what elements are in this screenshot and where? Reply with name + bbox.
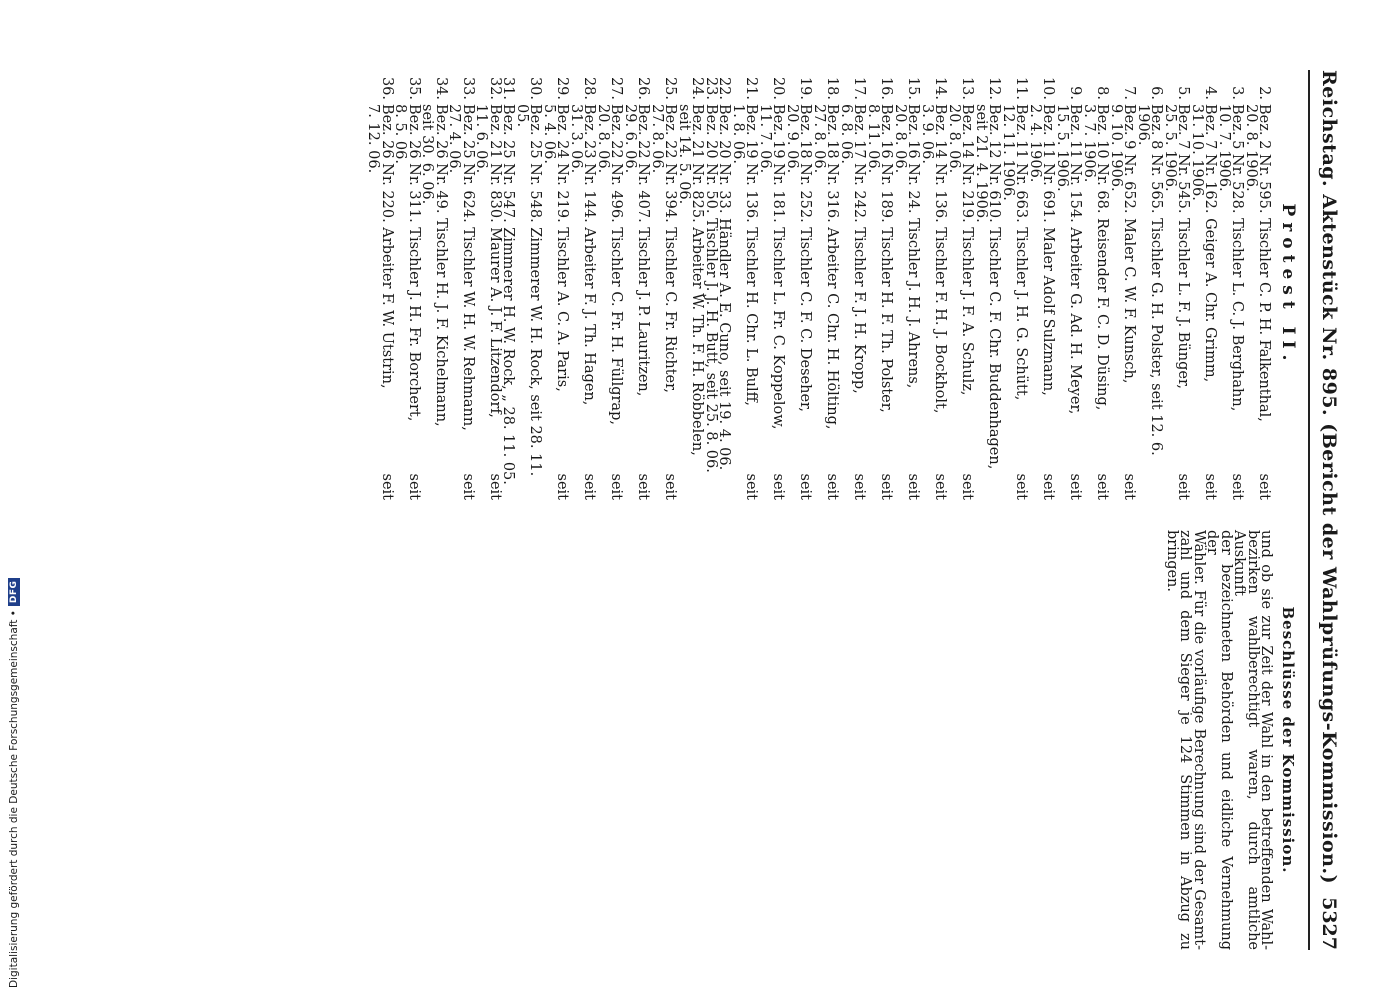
entry-text: Bez. 12 Nr. 610. Tischler C. F. Chr. Buddenhagen,	[986, 104, 1003, 470]
entry-tail: seit	[878, 473, 895, 500]
entry-text: Bez. 8 Nr. 565. Tischler G. H. Polster, seit 12. 6. 1906.	[1135, 104, 1165, 456]
entry-text: Bez. 11 Nr. 691. Maler Adolf Sulzmann,	[1040, 104, 1057, 396]
list-item	[785, 70, 812, 500]
entry-number: 6.	[1148, 86, 1165, 100]
list-item	[1217, 70, 1244, 500]
entry-body	[758, 104, 785, 500]
entry-body	[974, 104, 1001, 500]
entry-number: 24.	[689, 76, 706, 100]
entry-body	[420, 104, 447, 500]
entry-body	[366, 104, 393, 500]
entry-text: Bez. 25 Nr. 547. Zimmerer H. W. Rock, „ 28. 11. 05.	[500, 104, 517, 485]
entry-number: 15.	[905, 76, 922, 100]
entry-body	[839, 104, 866, 500]
entry-number: 27.	[608, 76, 625, 100]
entry-text: Bez. 11 Nr. 154. Arbeiter G. Ad. H. Meyer,	[1067, 104, 1084, 415]
entry-continuation: 27. 8. 06.	[811, 104, 827, 174]
list-item	[393, 70, 420, 500]
list-item	[515, 70, 542, 500]
entry-tail: seit	[1175, 473, 1192, 500]
entry-tail: seit	[1202, 473, 1219, 500]
entry-number: 5.	[1175, 86, 1192, 100]
entry-tail: seit	[635, 473, 652, 500]
entry-body	[515, 104, 542, 500]
list-item	[596, 70, 623, 500]
entry-number: 33.	[460, 76, 476, 100]
entry-text: Bez. 26 Nr. 220. Arbeiter F. W. Utstrin,	[379, 104, 395, 389]
entry-continuation: 31. 3. 06.	[568, 104, 584, 174]
list-item	[717, 70, 731, 500]
entry-body	[785, 104, 812, 500]
entry-text: Bez. 25 Nr. 624. Tischler W. H. W. Rehmann,	[460, 104, 476, 431]
entry-body	[677, 104, 704, 500]
entry-body	[866, 104, 893, 500]
entry-text: Bez. 22 Nr. 407. Tischler J. P. Lauritzen,	[635, 104, 652, 397]
entry-continuation: 2. 4. 1906.	[1027, 104, 1043, 183]
entry-continuation: 7. 12. 06.	[365, 104, 382, 174]
entry-number: 23.	[703, 76, 719, 100]
entry-number: 19.	[797, 76, 814, 100]
entry-text: Bez. 17 Nr. 242. Tischler F. J. H. Kropp,	[851, 104, 868, 394]
list-item	[1001, 70, 1028, 500]
entry-text: Bez. 26 Nr. 49. Tischler H. J. F. Kichelmann,	[433, 104, 449, 427]
entry-text: Bez. 23 Nr. 144. Arbeiter F. J. Th. Hagen,	[581, 104, 598, 406]
entry-text: Bez. 25 Nr. 548. Zimmerer W. H. Rock, seit 28. 11. 05.	[514, 104, 544, 477]
entry-text: Bez. 22 Nr. 496. Tischler C. Fr. H. Füllgrap,	[608, 104, 625, 425]
entry-number: 29.	[554, 76, 571, 100]
entry-body	[542, 104, 569, 500]
entry-continuation: 31. 10. 1906.	[1189, 104, 1205, 201]
entry-body	[717, 104, 731, 500]
dfg-logo: DFG	[8, 578, 20, 607]
list-item	[947, 70, 974, 500]
entry-continuation: 11. 6. 06.	[473, 104, 490, 174]
list-item	[839, 70, 866, 500]
entry-body	[1136, 104, 1163, 500]
commission-heading: Beschlüsse der Kommission.	[1279, 606, 1297, 874]
entry-text: Bez. 5 Nr. 528. Tischler L. C. J. Berghahn,	[1229, 104, 1246, 412]
entry-tail: seit	[1013, 473, 1030, 500]
entry-continuation: 27. 4. 06.	[446, 104, 463, 174]
entry-number: 2.	[1256, 86, 1273, 100]
entry-tail: seit	[608, 473, 625, 500]
entry-list	[366, 70, 1271, 500]
credit-text: Digitalisierung gefördert durch die Deutsche Forschungsgemeinschaft •	[8, 610, 20, 988]
entry-text: Bez. 9 Nr. 652. Maler C. W. F. Kunsch,	[1121, 104, 1138, 384]
entry-continuation: 6. 8. 06.	[838, 104, 854, 164]
entry-tail: seit	[1067, 473, 1084, 500]
entry-number: 22.	[716, 76, 733, 100]
entry-tail: seit	[959, 473, 976, 500]
entry-number: 13.	[959, 76, 976, 100]
entry-text: Bez. 21 Nr. 825. Arbeiter W. Th. F. H. Röbbelen,	[689, 104, 706, 456]
paragraph-line: der bezeichneten Behörden und eidliche Vernehmung der	[1204, 530, 1234, 950]
entry-body	[1028, 104, 1055, 500]
entry-tail: seit	[460, 473, 476, 500]
list-item	[1028, 70, 1055, 500]
entry-tail: seit	[1229, 473, 1246, 500]
entry-text: Bez. 10 Nr. 68. Reisender F. C. D. Düsing,	[1094, 104, 1111, 411]
list-item	[542, 70, 569, 500]
entry-number: 35.	[406, 76, 422, 100]
entry-body	[1217, 104, 1244, 500]
list-item	[1082, 70, 1109, 500]
entry-continuation: 20. 8. 06.	[946, 104, 962, 174]
entry-tail: seit	[1121, 473, 1138, 500]
entry-text: Bez. 16 Nr. 24. Tischler J. H. J. Ahrens,	[905, 104, 922, 389]
paragraph-line: und ob sie zur Zeit der Wahl in den betreffenden Wahl-	[1258, 530, 1275, 950]
entry-body	[731, 104, 758, 500]
entry-tail: seit	[1040, 473, 1057, 500]
list-item	[623, 70, 650, 500]
entry-body	[569, 104, 596, 500]
entry-number: 30.	[527, 76, 544, 100]
entry-body	[596, 104, 623, 500]
entry-tail: seit	[554, 473, 571, 500]
digitization-credit	[4, 0, 24, 1000]
entry-tail: seit	[770, 473, 787, 500]
list-item	[920, 70, 947, 500]
entry-body	[447, 104, 474, 500]
entry-number: 12.	[986, 76, 1003, 100]
entry-continuation: 20. 8. 06.	[892, 104, 908, 174]
list-item	[1190, 70, 1217, 500]
document-page	[100, 70, 1340, 950]
entry-body	[947, 104, 974, 500]
entry-text: Bez. 14 Nr. 136. Tischler F. H. J. Bockholt,	[932, 104, 949, 414]
entry-number: 21.	[743, 76, 760, 100]
entry-body	[474, 104, 501, 500]
entry-number: 4.	[1202, 86, 1219, 100]
entry-number: 11.	[1013, 76, 1030, 100]
entry-continuation: 20. 9. 06.	[784, 104, 800, 174]
entry-continuation: 9. 10. 1906.	[1108, 104, 1124, 192]
entry-tail: seit	[932, 473, 949, 500]
entry-continuation: 3. 9. 06.	[919, 104, 935, 164]
entry-continuation: 20. 8. 06.	[595, 104, 611, 174]
entry-text: Bez. 19 Nr. 181. Tischler L. Fr. C. Koppelow,	[770, 104, 787, 430]
entry-continuation: seit 14. 5. 06.	[676, 104, 692, 205]
entry-number: 10.	[1040, 76, 1057, 100]
entry-continuation: 20. 8. 1906.	[1243, 104, 1259, 192]
entry-continuation: 8. 5. 06.	[392, 104, 409, 164]
entry-body	[1163, 104, 1190, 500]
entry-text: Bez. 7 Nr. 162. Geiger A. Chr. Grimm,	[1202, 104, 1219, 383]
entry-text: Bez. 14 Nr. 219. Tischler J. F. A. Schulz,	[959, 104, 976, 396]
running-title: Reichstag. Aktenstück Nr. 895. (Bericht der Wahlprüfungs-Kommission.)	[1318, 70, 1340, 885]
entry-continuation: 10. 7. 1906.	[1216, 104, 1232, 192]
list-item	[1109, 70, 1136, 500]
entry-body	[1001, 104, 1028, 500]
entry-continuation: 3. 7. 1906.	[1081, 104, 1097, 183]
entry-continuation: seit 30. 6. 06.	[419, 104, 436, 205]
list-item	[501, 70, 515, 500]
entry-tail: seit	[581, 473, 598, 500]
entry-tail: seit	[905, 473, 922, 500]
list-item	[1244, 70, 1271, 500]
paragraph-line: bezirken wahlberechtigt waren, durch amtliche Auskunft	[1231, 530, 1261, 950]
entry-number: 36.	[379, 76, 395, 100]
paragraph-line: bringen.	[1164, 530, 1180, 593]
entry-text: Bez. 18 Nr. 316. Arbeiter C. Chr. H. Hölting,	[824, 104, 841, 430]
list-item	[420, 70, 447, 500]
entry-tail: seit	[487, 473, 503, 500]
right-column	[1165, 530, 1301, 950]
list-item	[812, 70, 839, 500]
entry-text: Bez. 11 Nr. 663. Tischler J. H. G. Schütt,	[1013, 104, 1030, 401]
entry-number: 3.	[1229, 86, 1246, 100]
entry-text: Bez. 18 Nr. 252. Tischler C. F. C. Deseher,	[797, 104, 814, 412]
entry-continuation: 8. 11. 06.	[865, 104, 881, 174]
list-item	[677, 70, 704, 500]
entry-number: 16.	[878, 76, 895, 100]
list-item	[704, 70, 718, 500]
list-item	[758, 70, 785, 500]
entry-text: Bez. 2 Nr. 595. Tischler C. P. H. Falkenthal,	[1256, 104, 1273, 422]
entry-continuation: 15. 5. 1906.	[1054, 104, 1070, 192]
entry-text: Bez. 24 Nr. 219. Tischler A. C. A. Paris,	[554, 104, 571, 392]
entry-continuation: 12. 11. 1906.	[1000, 104, 1016, 201]
entry-number: 9.	[1067, 86, 1084, 100]
entry-text: Bez. 26 Nr. 311. Tischler J. H. Fr. Borchert,	[406, 104, 422, 422]
list-item	[366, 70, 393, 500]
entry-continuation: 11. 7. 06.	[757, 104, 773, 174]
entry-text: Bez. 20 Nr. 50. Tischler J. J. H. Butt, seit 25. 8. 06.	[703, 104, 719, 473]
entry-number: 25.	[662, 76, 679, 100]
list-item	[447, 70, 474, 500]
running-head	[1314, 70, 1340, 950]
entry-tail: seit	[1256, 473, 1273, 500]
entry-body	[704, 104, 718, 500]
entry-number: 14.	[932, 76, 949, 100]
entry-body	[812, 104, 839, 500]
entry-tail: seit	[797, 473, 814, 500]
list-item	[1163, 70, 1190, 500]
entry-body	[893, 104, 920, 500]
entry-tail: seit	[379, 473, 395, 500]
decision-paragraph	[1165, 530, 1273, 950]
entry-continuation: 1. 8. 06.	[730, 104, 746, 164]
list-item	[1055, 70, 1082, 500]
entry-body	[920, 104, 947, 500]
entry-number: 18.	[824, 76, 841, 100]
entry-continuation: 29. 6. 06.	[622, 104, 638, 174]
entry-tail: seit	[851, 473, 868, 500]
entry-body	[1082, 104, 1109, 500]
list-item	[650, 70, 677, 500]
entry-body	[1055, 104, 1082, 500]
entry-body	[1190, 104, 1217, 500]
entry-tail: seit	[406, 473, 422, 500]
entry-number: 34.	[433, 76, 449, 100]
entry-continuation: 25. 5. 1906.	[1162, 104, 1178, 192]
entry-continuation: 27. 8. 06.	[649, 104, 665, 174]
entry-tail: seit	[1094, 473, 1111, 500]
entry-number: 7.	[1121, 86, 1138, 100]
entry-number: 17.	[851, 76, 868, 100]
entry-tail: seit	[662, 473, 679, 500]
entry-text: Bez. 21 Nr. 830. Maurer A. J. F. Litzendorf,	[487, 104, 503, 418]
entry-text: Bez. 20 Nr. 33. Händler A. E. Cuno, seit 19. 4. 06.	[716, 104, 733, 471]
header-rule	[1308, 70, 1310, 950]
entry-body	[1109, 104, 1136, 500]
entry-continuation: 5. 4. 06.	[541, 104, 557, 164]
list-item	[1136, 70, 1163, 500]
paragraph-line: Wähler. Für die vorläufige Berechnung sind der Gesamt-	[1191, 530, 1207, 950]
entry-number: 20.	[770, 76, 787, 100]
entry-continuation: seit 21. 4. 1906.	[973, 104, 989, 223]
left-column	[366, 70, 1300, 500]
page-number: 5327	[1318, 897, 1340, 950]
list-item	[893, 70, 920, 500]
entry-number: 8.	[1094, 86, 1111, 100]
list-item	[569, 70, 596, 500]
entry-text: Bez. 22 Nr. 394. Tischler C. Fr. Richter,	[662, 104, 679, 394]
entry-tail: seit	[743, 473, 760, 500]
entry-text: Bez. 19 Nr. 136. Tischler H. Chr. L. Bulff,	[743, 104, 760, 406]
list-item	[866, 70, 893, 500]
list-item	[974, 70, 1001, 500]
entry-tail: seit	[824, 473, 841, 500]
paragraph-line: zahl und dem Sieger je 124 Stimmen in Abzug zu	[1177, 530, 1194, 950]
entry-body	[623, 104, 650, 500]
entry-body	[501, 104, 515, 500]
entry-number: 31.	[500, 76, 517, 100]
entry-number: 26.	[635, 76, 652, 100]
list-item	[731, 70, 758, 500]
entry-text: Bez. 7 Nr. 545. Tischler L. F. J. Bünger,	[1175, 104, 1192, 389]
list-item	[474, 70, 501, 500]
entry-body	[1244, 104, 1271, 500]
entry-body	[393, 104, 420, 500]
entry-text: Bez. 16 Nr. 189. Tischler H. F. Th. Polster,	[878, 104, 895, 413]
entry-number: 28.	[581, 76, 598, 100]
protest-heading: Protest II.	[1278, 203, 1298, 367]
entry-body	[650, 104, 677, 500]
entry-number: 32.	[487, 76, 503, 100]
